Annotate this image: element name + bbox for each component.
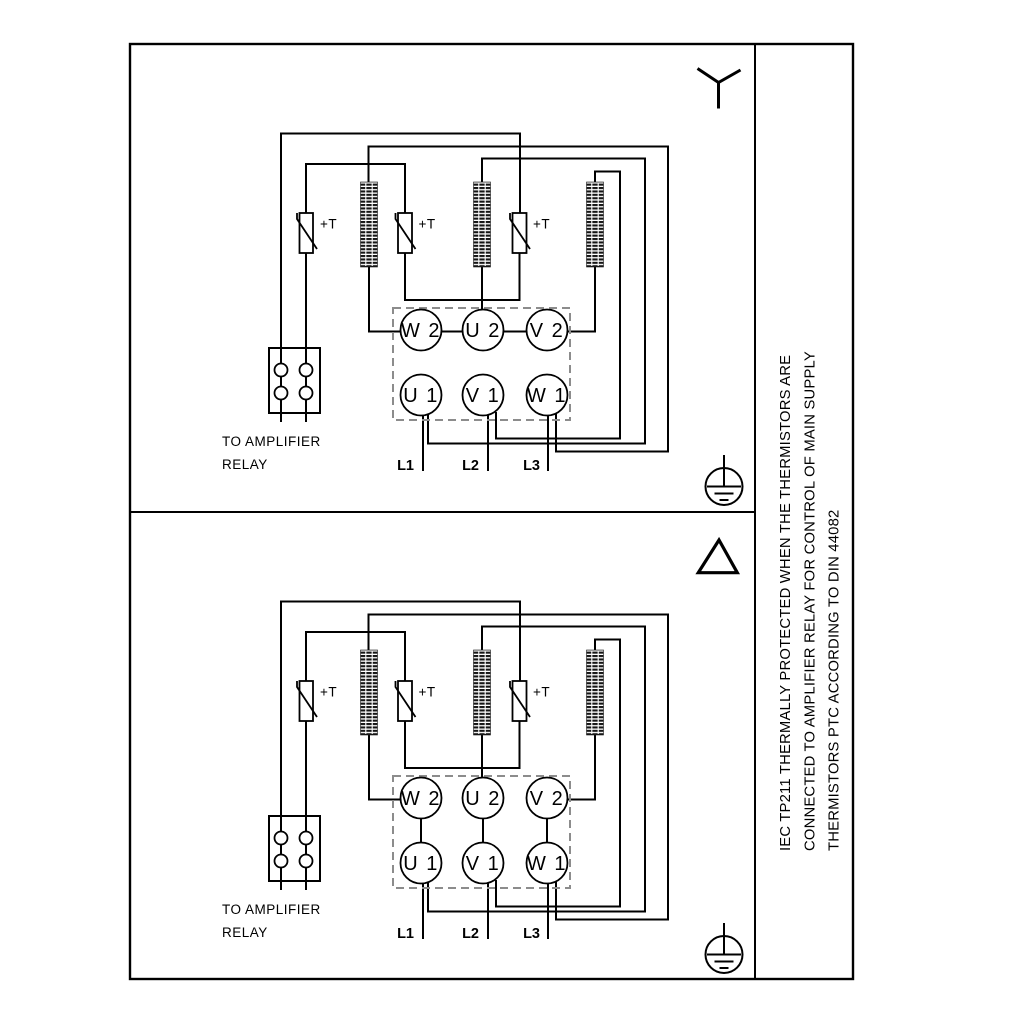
sidebar-note	[778, 351, 843, 851]
star-connection-icon	[698, 69, 741, 109]
delta-connection-icon	[698, 540, 737, 573]
sidebar-note-line3: THERMISTORS PTC ACCORDING TO DIN 44082	[826, 509, 843, 851]
sidebar-note-line2: CONNECTED TO AMPLIFIER RELAY FOR CONTROL OF MAIN SUPPLY	[802, 351, 819, 851]
delta-bridge-links	[421, 819, 547, 843]
sidebar-note-line1: IEC TP211 THERMALLY PROTECTED WHEN THE THERMISTORS ARE	[778, 354, 794, 851]
delta-panel-wiring	[222, 602, 743, 974]
star-panel-wiring	[222, 134, 743, 506]
